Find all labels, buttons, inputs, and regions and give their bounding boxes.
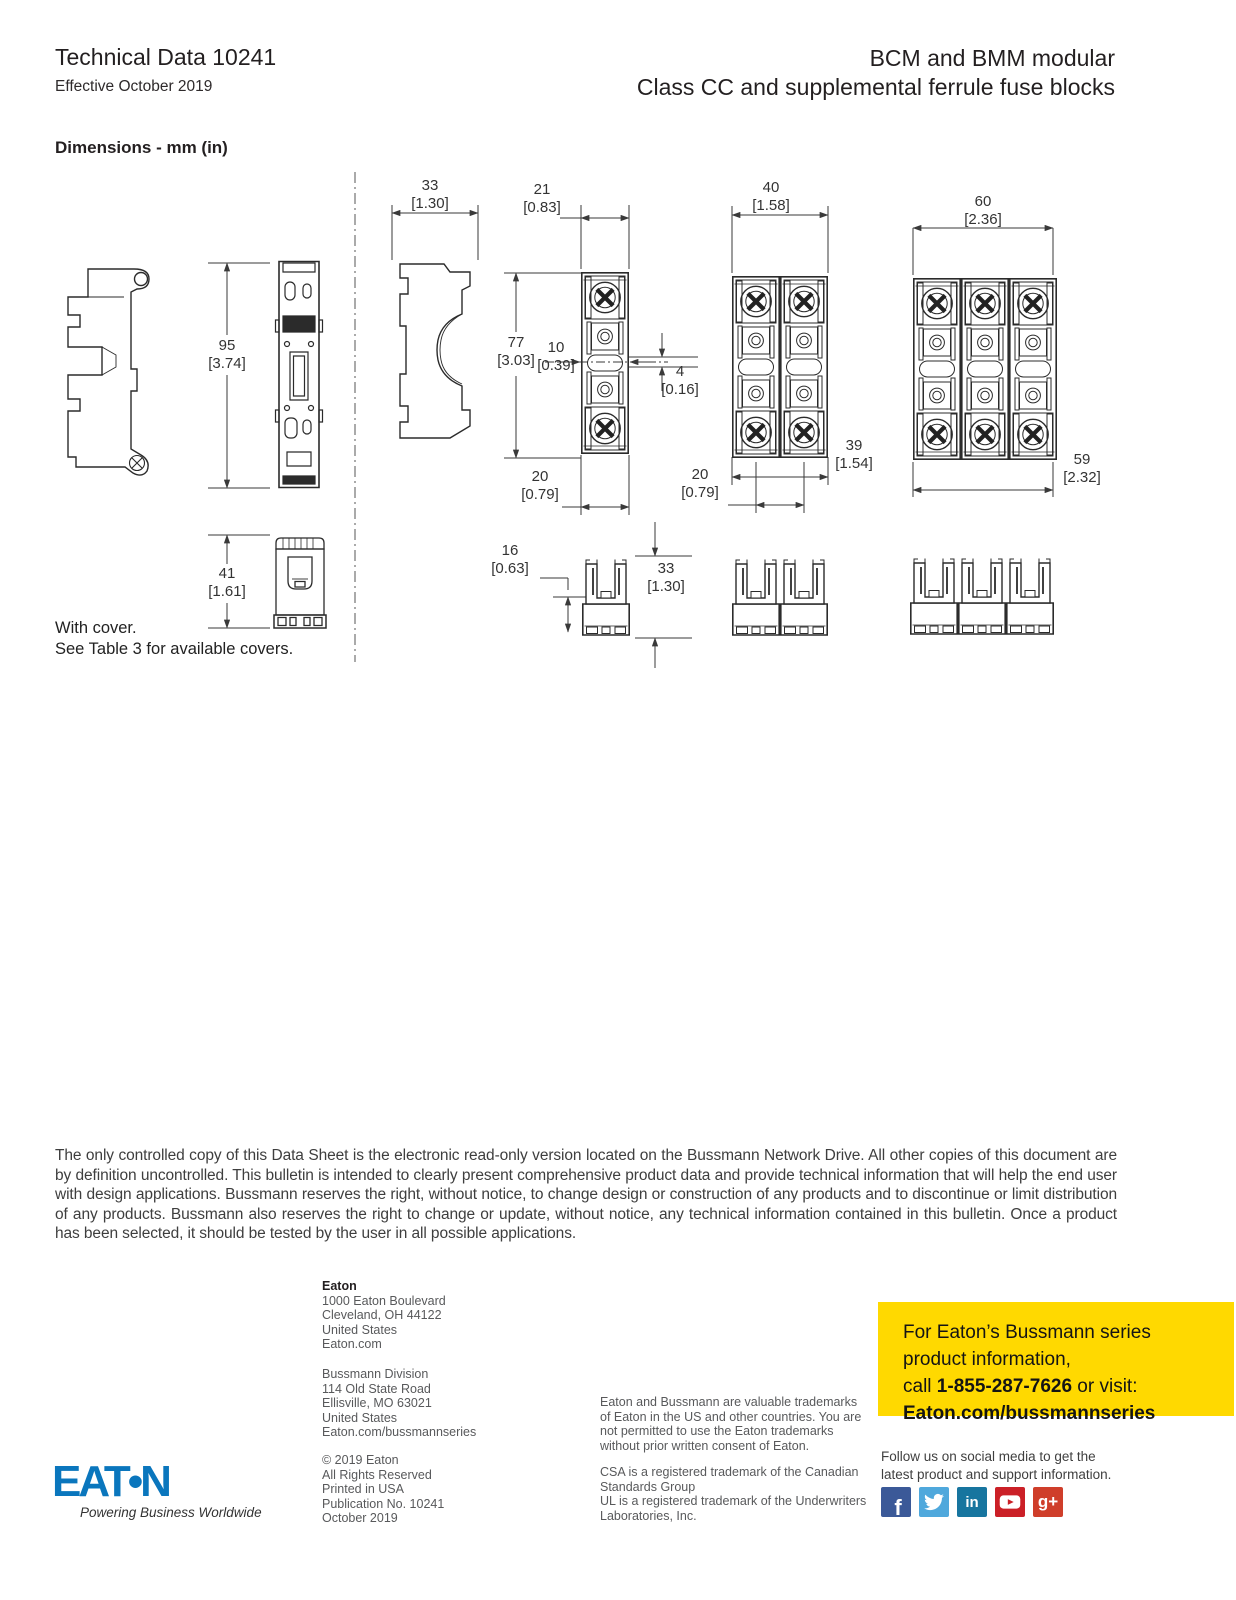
bussmann-addr-line: United States xyxy=(322,1410,398,1425)
facebook-icon[interactable]: f xyxy=(881,1487,911,1517)
drawing-2pole-end xyxy=(730,558,830,638)
drawing-1pole-front xyxy=(581,271,629,455)
product-title-line2: Class CC and supplemental ferrule fuse blocks xyxy=(636,74,1115,100)
legal-disclaimer: The only controlled copy of this Data Sheet is the electronic read-only version located on the Bussmann Network Drive. All other copies of this document are by definition uncontrolled. This bulletin is intended to clearly present comprehensive product data and provide technical information that will help the end user with design applications. Bussmann reserves the right, without notice, to change design or construction of any products and to discontinue or limit distribution of any products. Bussmann also reserves the right to change or update, without notice, any technical information contained in this bulletin. Once a product has been selected, it should be tested by the user in all possible applications. xyxy=(55,1147,1117,1243)
bussmann-addr-line: Ellisville, MO 63021 xyxy=(322,1396,432,1411)
copyright-line: All Rights Reserved xyxy=(322,1467,432,1482)
promo-line1: For Eaton’s Bussmann series xyxy=(903,1322,1151,1343)
doc-title: Technical Data 10241 xyxy=(55,44,277,70)
google-plus-icon[interactable]: g+ xyxy=(1033,1487,1063,1517)
dim-label-95-height: 95 [3.74] xyxy=(208,337,246,372)
social-follow-text xyxy=(881,1448,1111,1483)
product-title xyxy=(555,44,1115,102)
dim-label-4-slot: 4 [0.16] xyxy=(661,363,699,398)
dim-label-41-cover: 41 [1.61] xyxy=(208,565,246,600)
promo-line3: call 1-855-287-7626 or visit: xyxy=(903,1376,1138,1397)
social-icons-row xyxy=(881,1487,1063,1520)
section-heading: Dimensions - mm (in) xyxy=(55,138,228,157)
eaton-address-block xyxy=(322,1279,446,1352)
follow-line2: latest product and support information. xyxy=(881,1466,1112,1482)
eaton-logo-text: EAT•N xyxy=(52,1460,169,1504)
dim-label-40-width: 40 [1.58] xyxy=(752,179,790,214)
linkedin-icon[interactable]: in xyxy=(957,1487,987,1517)
trademark-notice: Eaton and Bussmann are valuable trademarks of Eaton in the US and other countries. You are not permitted to use the Eaton trademarks without prior written consent of Eaton. xyxy=(600,1395,862,1453)
dim-label-33-endview: 33 [1.30] xyxy=(647,560,685,595)
dim-label-20-1pole: 20 [0.79] xyxy=(521,468,559,503)
cover-note-line2: See Table 3 for available covers. xyxy=(55,640,294,658)
eaton-addr-line: 1000 Eaton Boulevard xyxy=(322,1293,446,1308)
drawing-1pole-end xyxy=(580,558,632,638)
promo-phone-number: 1-855-287-7626 xyxy=(936,1376,1073,1397)
registered-trademark-notice xyxy=(600,1465,868,1523)
promo-url-link[interactable]: Eaton.com/bussmannseries xyxy=(903,1403,1156,1424)
dim-label-20-pitch: 20 [0.79] xyxy=(681,466,719,501)
eaton-addr-line: United States xyxy=(322,1322,398,1337)
dim-label-60-width: 60 [2.36] xyxy=(964,193,1002,228)
dim-label-77-height: 77 [3.03] xyxy=(497,334,535,369)
copyright-block xyxy=(322,1453,444,1526)
cover-note xyxy=(55,618,293,660)
dim-label-59-width: 59 [2.32] xyxy=(1063,451,1101,486)
bussmann-addr-line: 114 Old State Road xyxy=(322,1381,431,1396)
csa-trademark-line: CSA is a registered trademark of the Canadian Standards Group xyxy=(600,1465,859,1494)
eaton-logo xyxy=(52,1460,192,1504)
copyright-line: Printed in USA xyxy=(322,1482,404,1497)
product-title-line1: BCM and BMM modular xyxy=(869,45,1115,71)
doc-effective-date: Effective October 2019 xyxy=(55,78,213,95)
drawing-3pole-end xyxy=(910,556,1055,638)
bussmann-website: Eaton.com/bussmannseries xyxy=(322,1425,477,1440)
eaton-name: Eaton xyxy=(322,1279,357,1293)
drawing-din-profile xyxy=(392,262,478,452)
dim-label-16-base: 16 [0.63] xyxy=(491,542,529,577)
dim-label-33-width: 33 [1.30] xyxy=(411,177,449,212)
promo-box xyxy=(878,1302,1234,1424)
publication-number: Publication No. 10241 xyxy=(322,1496,445,1511)
cover-note-line1: With cover. xyxy=(55,619,137,637)
drawing-cover-view xyxy=(273,535,327,630)
eaton-website: Eaton.com xyxy=(322,1337,382,1352)
youtube-play-glyph xyxy=(999,1493,1021,1511)
publication-date: October 2019 xyxy=(322,1511,398,1526)
follow-line1: Follow us on social media to get the xyxy=(881,1449,1096,1464)
drawing-2pole-front xyxy=(732,275,828,459)
drawing-side-profile xyxy=(58,263,155,488)
bussmann-name: Bussmann Division xyxy=(322,1367,429,1381)
drawing-front-narrow xyxy=(273,260,325,490)
eaton-tagline: Powering Business Worldwide xyxy=(80,1505,262,1520)
dim-label-10-slot: 10 [0.39] xyxy=(537,339,575,374)
twitter-bird-glyph xyxy=(924,1492,944,1512)
ul-trademark-line: UL is a registered trademark of the Underwriters Laboratories, Inc. xyxy=(600,1494,867,1523)
eaton-addr-line: Cleveland, OH 44122 xyxy=(322,1308,442,1323)
bussmann-address-block xyxy=(322,1367,476,1440)
youtube-icon[interactable] xyxy=(995,1487,1025,1517)
promo-line2: product information, xyxy=(903,1349,1071,1370)
drawing-3pole-front xyxy=(913,277,1057,461)
dim-label-39-width: 39 [1.54] xyxy=(835,437,873,472)
copyright-line: © 2019 Eaton xyxy=(322,1453,399,1467)
twitter-icon[interactable] xyxy=(919,1487,949,1517)
dim-label-21-width: 21 [0.83] xyxy=(523,181,561,216)
